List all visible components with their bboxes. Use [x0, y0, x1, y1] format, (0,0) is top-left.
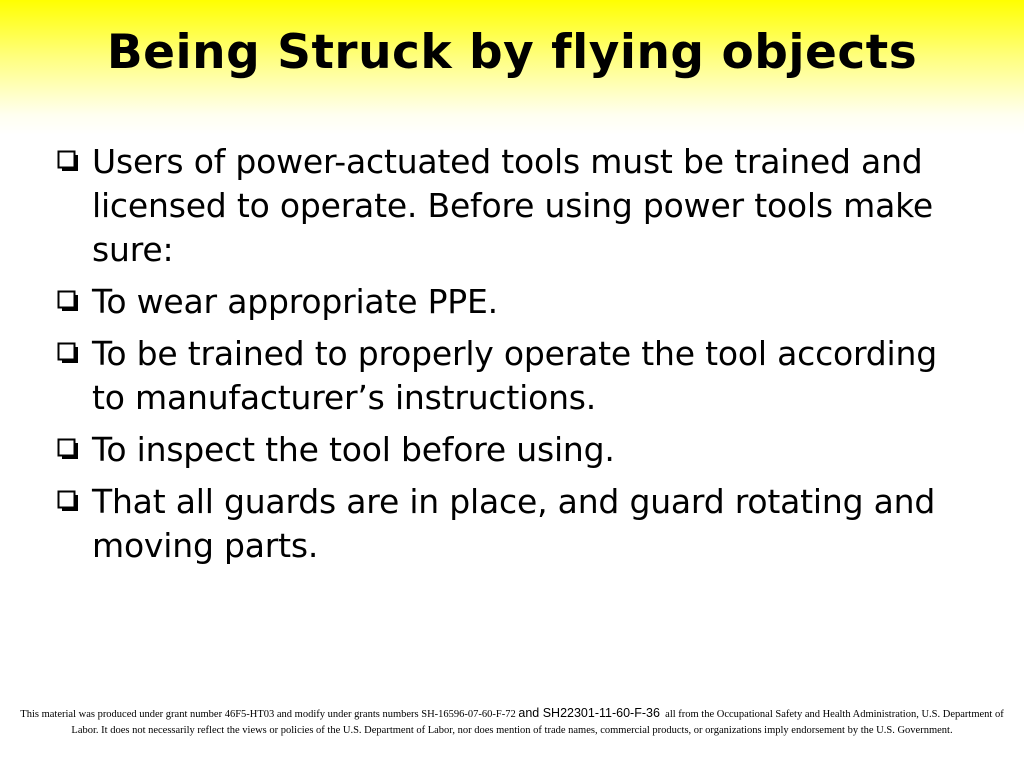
bullet-item	[56, 140, 956, 272]
checkbox-icon	[57, 290, 80, 313]
bullet-item	[56, 428, 956, 472]
checkbox-icon	[57, 342, 80, 365]
bullet-text: To inspect the tool before using.	[92, 430, 615, 469]
bullet-item	[56, 480, 956, 568]
bullet-text: Users of power-actuated tools must be trained and licensed to operate. Before using power tools make sure:	[92, 142, 933, 269]
checkbox-icon	[57, 438, 80, 461]
footer-text-part3: all from the Occupational Safety and Health Administration, U.S. Department of Labor. It does not necessarily reflect the views or policies of the U.S. Department of Labor, nor does mention of trade names, commercial products, or organizations imply endorsement by the U.S. Government.	[71, 709, 1004, 736]
bullet-text: To be trained to properly operate the tool according to manufacturer’s instructions.	[92, 334, 937, 417]
bullet-text: To wear appropriate PPE.	[92, 282, 498, 321]
slide-title: Being Struck by flying objects	[106, 25, 918, 80]
checkbox-icon	[57, 490, 80, 513]
footer-text-part2: and SH22301-11-60-F-36	[518, 706, 660, 720]
bullet-text: That all guards are in place, and guard rotating and moving parts.	[92, 482, 936, 565]
footer-text-part1: This material was produced under grant number 46F5-HT03 and modify under grants numbers SH-16596-07-60-F-72	[20, 709, 516, 720]
footer-disclaimer	[20, 705, 1004, 739]
bullet-list	[56, 140, 956, 576]
bullet-item	[56, 332, 956, 420]
bullet-item	[56, 280, 956, 324]
checkbox-icon	[57, 150, 80, 173]
